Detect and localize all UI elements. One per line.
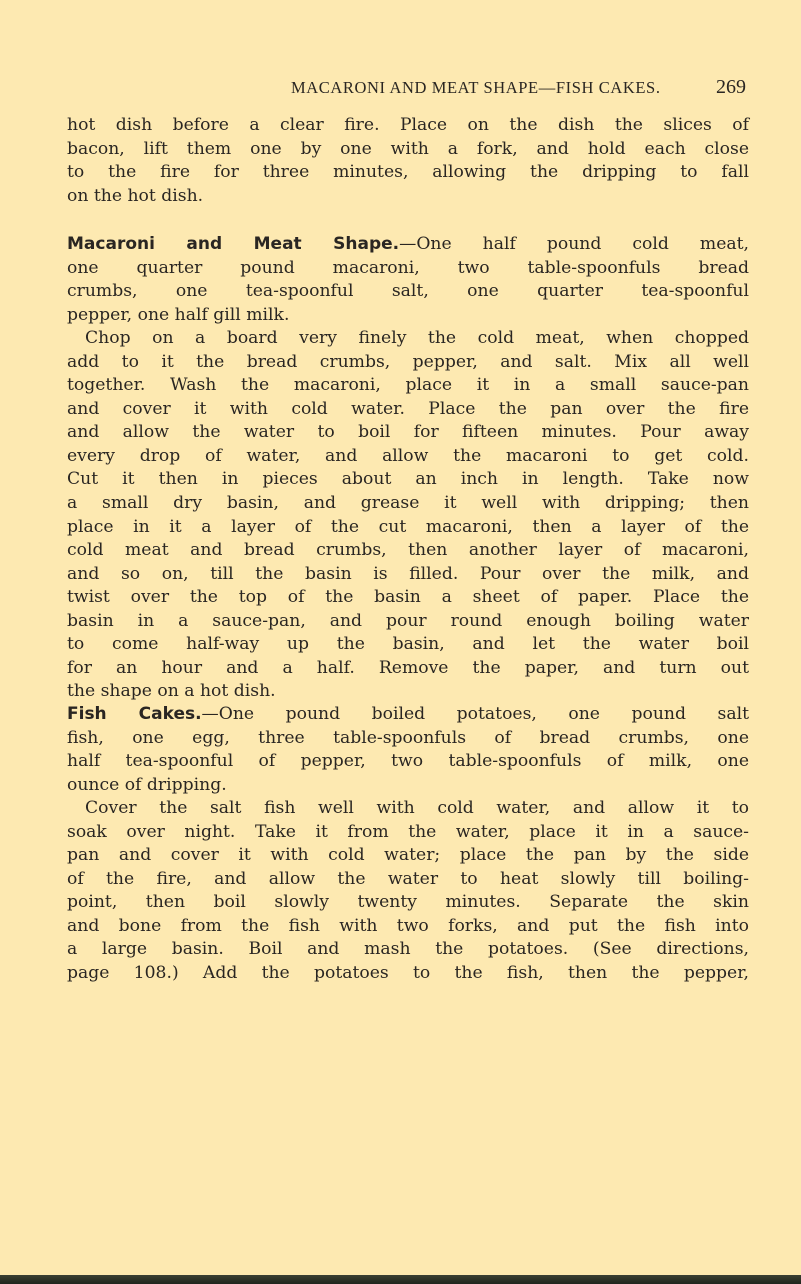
text-line: every drop of water, and allow the macaroni to get cold. [67, 445, 749, 466]
text-line: a large basin. Boil and mash the potatoes. (See directions, [67, 939, 749, 960]
text-line: on the hot dish. [67, 185, 204, 206]
recipe-title-line [67, 233, 749, 257]
text-line: to come half-way up the basin, and let the water boil [67, 634, 749, 655]
text-line: —One pound boiled potatoes, one pound salt [201, 704, 749, 724]
paragraph-bacon [67, 114, 749, 208]
recipe-fish-cakes [67, 703, 749, 986]
text-line: and so on, till the basin is filled. Pour over the milk, and [67, 563, 749, 584]
text-line: —One half pound cold meat, [399, 234, 749, 254]
text-line: place in it a layer of the cut macaroni, then a layer of the [67, 516, 749, 537]
text-line: together. Wash the macaroni, place it in a small sauce-pan [67, 375, 749, 396]
text-line: Cut it then in pieces about an inch in length. Take now [67, 469, 749, 490]
text-line: fish, one egg, three table-spoonfuls of bread crumbs, one [67, 727, 749, 748]
text-line: one quarter pound macaroni, two table-spoonfuls bread [67, 257, 749, 278]
page-number: 269 [716, 76, 746, 98]
text-line: bacon, lift them one by one with a fork, and hold each close [67, 138, 749, 159]
text-line: basin in a sauce-pan, and pour round enough boiling water [67, 610, 749, 631]
recipe-heading: Macaroni and Meat Shape. [67, 234, 400, 254]
text-line: page 108.) Add the potatoes to the fish, then the pepper, [67, 963, 749, 984]
text-line: soak over night. Take it from the water, place it in a sauce- [67, 821, 749, 842]
text-line: crumbs, one tea-spoonful salt, one quarter tea-spoonful [67, 281, 749, 302]
text-line: ounce of dripping. [67, 774, 227, 795]
recipe-title-line [67, 703, 749, 727]
text-line: to the fire for three minutes, allowing the dripping to fall [67, 162, 749, 183]
recipe-macaroni-meat-shape [67, 233, 749, 704]
running-header [0, 76, 801, 102]
text-line: half tea-spoonful of pepper, two table-spoonfuls of milk, one [67, 751, 749, 772]
text-line: pan and cover it with cold water; place the pan by the side [67, 845, 749, 866]
text-line: a small dry basin, and grease it well with dripping; then [67, 493, 749, 514]
page-bottom-edge [0, 1275, 801, 1284]
text-line: add to it the bread crumbs, pepper, and salt. Mix all well [67, 351, 749, 372]
text-line: point, then boil slowly twenty minutes. Separate the skin [67, 892, 749, 913]
text-line: and cover it with cold water. Place the pan over the fire [67, 398, 749, 419]
text-line: Cover the salt fish well with cold water, and allow it to [85, 798, 749, 819]
text-line: twist over the top of the basin a sheet of paper. Place the [67, 587, 749, 608]
recipe-heading: Fish Cakes. [67, 704, 202, 724]
text-line: of the fire, and allow the water to heat slowly till boiling- [67, 868, 749, 889]
text-line: for an hour and a half. Remove the paper, and turn out [67, 657, 749, 678]
text-line: the shape on a hot dish. [67, 681, 276, 702]
text-line: Chop on a board very finely the cold meat, when chopped [85, 328, 749, 349]
text-line: hot dish before a clear fire. Place on the dish the slices of [67, 115, 749, 135]
text-line: cold meat and bread crumbs, then another layer of macaroni, [67, 540, 749, 561]
text-line: and bone from the fish with two forks, and put the fish into [67, 915, 749, 936]
running-title: MACARONI AND MEAT SHAPE—FISH CAKES. [291, 78, 661, 97]
text-line: pepper, one half gill milk. [67, 304, 290, 325]
text-line: and allow the water to boil for fifteen minutes. Pour away [67, 422, 749, 443]
